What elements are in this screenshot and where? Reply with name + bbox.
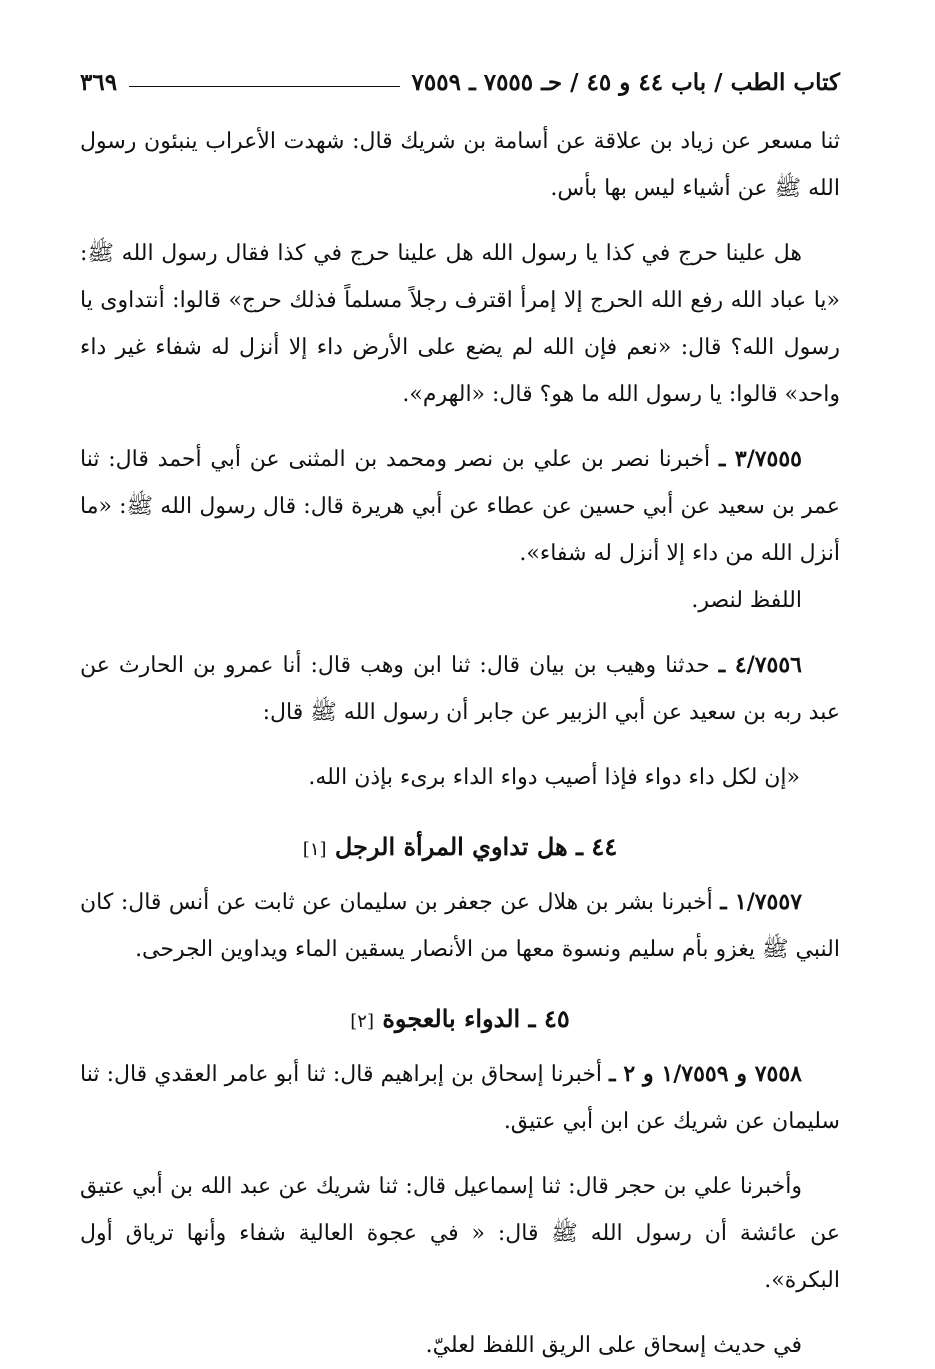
paragraph [80,754,840,801]
hadith-paragraph [80,879,840,973]
page-number: ٣٦٩ [80,68,118,96]
page-body [80,118,840,1369]
footnote-marker: [٢] [350,1011,374,1032]
paragraph [80,230,840,418]
paragraph-text: أخبرنا نصر بن علي بن نصر ومحمد بن المثنى عن أبي أحمد قال: ثنا عمر بن سعيد عن أبي حسين عن عطاء عن أبي هريرة قال: قال رسول الله ﷺ: «ما أنزل الله من داء إلا أنزل له شفاء». [80,447,840,566]
hadith-paragraph [80,642,840,736]
chapter-heading-text: ٤٥ ـ الدواء بالعجوة [382,1004,570,1033]
paragraph-text: ثنا مسعر عن زياد بن علاقة عن أسامة بن شريك قال: شهدت الأعراب ينبئون رسول الله ﷺ عن أشياء ليس بها بأس. [80,129,840,201]
chapter-heading [80,823,840,873]
chapter-heading-text: ٤٤ ـ هل تداوي المرأة الرجل [334,832,618,861]
paragraph-text: هل علينا حرج في كذا يا رسول الله هل علينا حرج في كذا فقال رسول الله ﷺ: «يا عباد الله رفع الله الحرج إلا إمرأ اقترف رجلاً مسلماً فذلك حرج» قالوا: أنتداوى يا رسول الله؟ قال: «نعم فإن الله لم يضع على الأرض داء إلا أنزل له شفاء غير داء واحد» قالوا: يا رسول الله ما هو؟ قال: «الهرم». [80,241,840,407]
running-header [80,62,840,102]
header-title: كتاب الطب / باب ٤٤ و ٤٥ / حـ ٧٥٥٥ ـ ٧٥٥٩ [411,68,840,96]
hadith-number: ٣/٧٥٥٥ ـ [718,446,802,472]
hadith-number: ١/٧٥٥٧ ـ [720,889,803,915]
paragraph [80,1163,840,1304]
paragraph-text: «إن لكل داء دواء فإذا أصيب دواء الداء برىء بإذن الله. [308,765,800,790]
paragraph-text: في حديث إسحاق على الريق اللفظ لعليّ. [425,1333,802,1358]
hadith-paragraph [80,436,840,577]
paragraph [80,577,840,624]
paragraph-text: أخبرنا بشر بن هلال عن جعفر بن سليمان عن ثابت عن أنس قال: كان النبي ﷺ يغزو بأم سليم ونسوة معها من الأنصار يسقين الماء ويداوين الجرحى. [80,890,840,962]
header-rule [129,86,399,87]
hadith-number: ٧٥٥٨ و ١/٧٥٥٩ و ٢ ـ [609,1061,802,1087]
hadith-number: ٤/٧٥٥٦ ـ [718,652,802,678]
paragraph [80,118,840,212]
paragraph-text: أخبرنا إسحاق بن إبراهيم قال: ثنا أبو عامر العقدي قال: ثنا سليمان عن شريك عن ابن أبي عتيق. [80,1062,840,1134]
paragraph-text: وأخبرنا علي بن حجر قال: ثنا إسماعيل قال: ثنا شريك عن عبد الله بن أبي عتيق عن عائشة أن رسول الله ﷺ قال: « في عجوة العالية شفاء وأنها ترياق أول البكرة». [80,1174,840,1293]
paragraph-text: اللفظ لنصر. [691,588,802,613]
chapter-heading [80,995,840,1045]
footnote-marker: [١] [302,839,327,860]
hadith-paragraph [80,1051,840,1145]
paragraph-text: حدثنا وهيب بن بيان قال: ثنا ابن وهب قال: أنا عمرو بن الحارث عن عبد ربه بن سعيد عن أبي الزبير عن جابر أن رسول الله ﷺ قال: [80,653,840,725]
paragraph [80,1322,840,1369]
